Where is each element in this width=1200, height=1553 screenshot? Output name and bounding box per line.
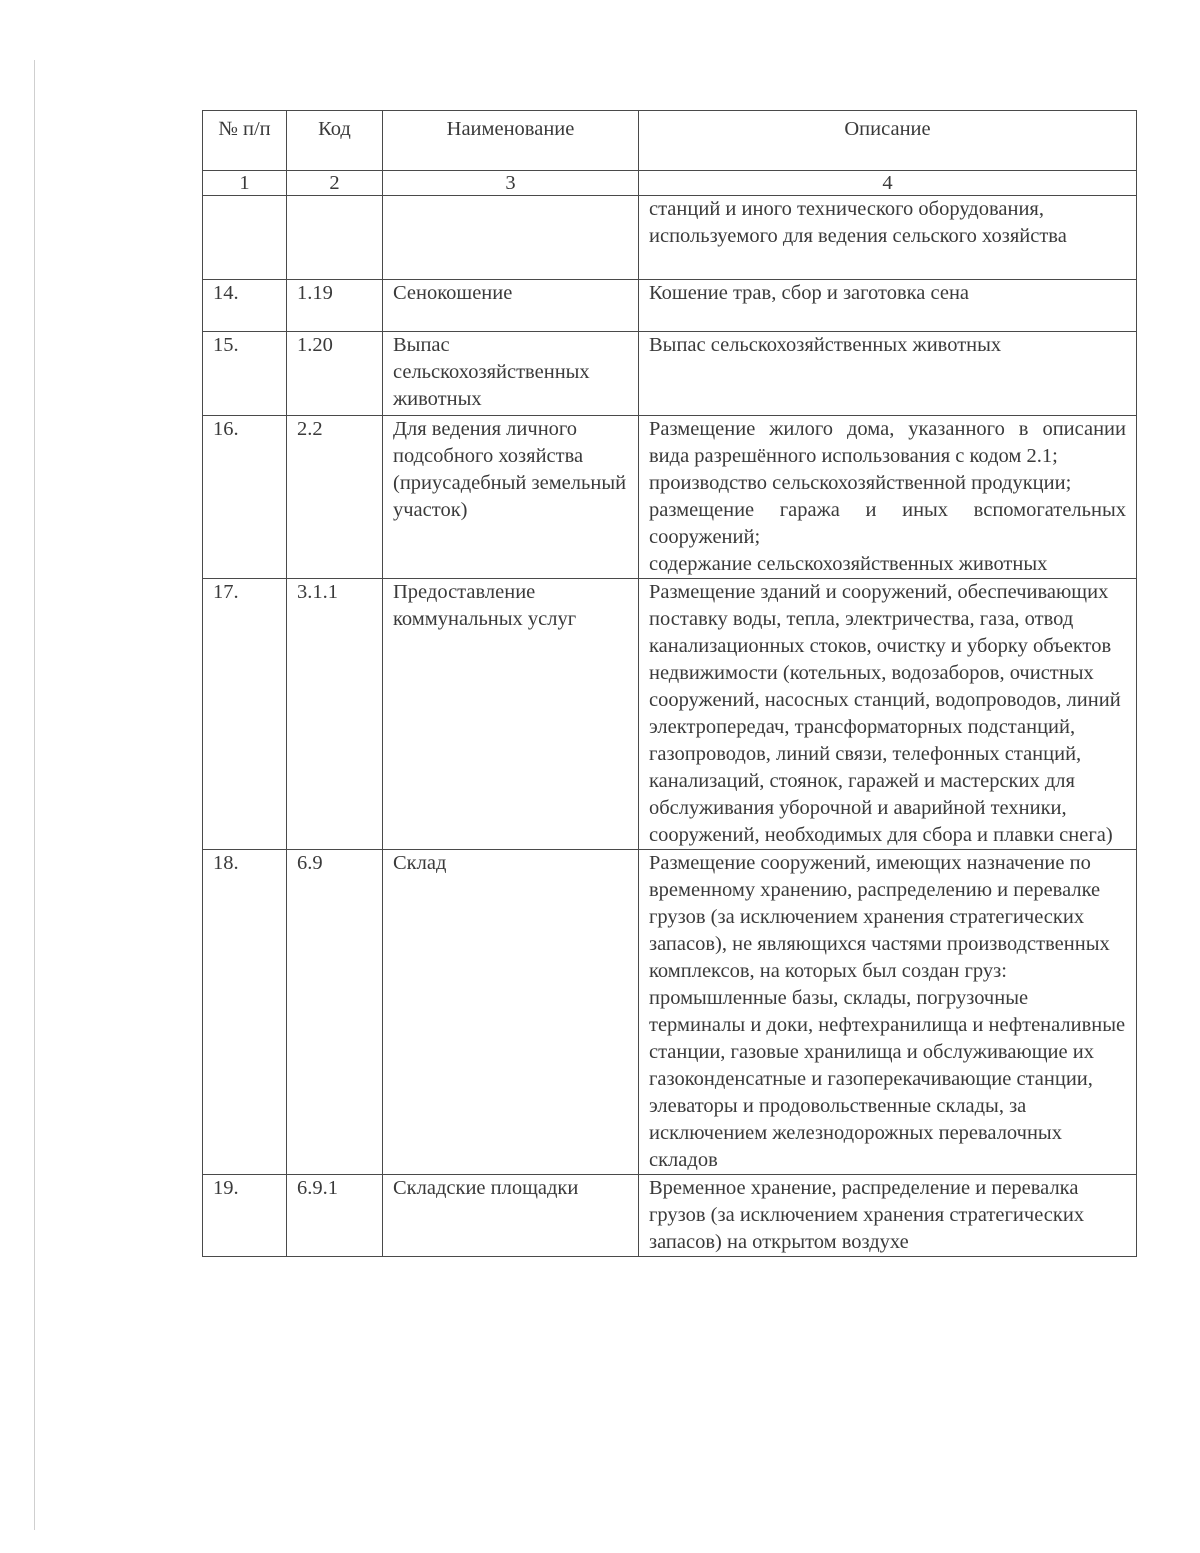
description-paragraph: Кошение трав, сбор и заготовка сена [649,282,970,304]
table-row [203,332,1137,416]
row-name: Склад [383,850,639,1175]
row-num: 18. [203,850,287,1175]
column-number-row [203,171,1137,196]
column-number: 1 [203,171,287,196]
description-paragraph: станций и иного технического оборудования, используемого для ведения сельского хозяйства [649,198,1067,247]
row-num: 15. [203,332,287,416]
table-row [203,196,1137,280]
row-code: 2.2 [287,416,383,579]
description-paragraph: размещение гаража и иных вспомогательных сооружений; [649,499,1126,548]
table-row [203,1175,1137,1257]
description-paragraph: Временное хранение, распределение и перевалка грузов (за исключением хранения стратегических запасов) на открытом воздухе [649,1177,1085,1253]
row-code: 6.9.1 [287,1175,383,1257]
header-code: Код [287,111,383,171]
row-num: 19. [203,1175,287,1257]
description-paragraph: Размещение сооружений, имеющих назначение по временному хранению, распределению и перевалке грузов (за исключением хранения стратегических запасов), не являющихся частями производственных комплексов, на которых был создан груз: промышленные базы, склады, погрузочные терминалы и доки, нефтехранилища и нефтеналивные станции, газовые хранилища и обслуживающие их газоконденсатные и газоперекачивающие станции, элеваторы и продовольственные склады, за исключением железнодорожных перевалочных складов [649,852,1126,1171]
table-row [203,280,1137,332]
row-num: 16. [203,416,287,579]
row-description [639,280,1137,332]
description-paragraph: содержание сельскохозяйственных животных [649,553,1048,575]
table-row [203,416,1137,579]
table-header-row [203,111,1137,171]
row-code: 1.19 [287,280,383,332]
description-paragraph: производство сельскохозяйственной продукции; [649,472,1072,494]
row-code: 1.20 [287,332,383,416]
row-code: 3.1.1 [287,579,383,850]
description-paragraph: Размещение зданий и сооружений, обеспечивающих поставку воды, тепла, электричества, газа, отвод канализационных стоков, очистку и уборку объектов недвижимости (котельных, водозаборов, очистных сооружений, насосных станций, водопроводов, линий электропередач, трансформаторных подстанций, газопроводов, линий связи, телефонных станций, канализаций, стоянок, гаражей и мастерских для обслуживания уборочной и аварийной техники, сооружений, необходимых для сбора и плавки снега) [649,581,1121,846]
row-description [639,850,1137,1175]
table-row [203,850,1137,1175]
row-num: 14. [203,280,287,332]
header-description: Описание [639,111,1137,171]
row-description [639,1175,1137,1257]
column-number: 4 [639,171,1137,196]
row-name: Предоставление коммунальных услуг [383,579,639,850]
row-num: 17. [203,579,287,850]
row-name: Сенокошение [383,280,639,332]
row-name: Складские площадки [383,1175,639,1257]
column-number: 3 [383,171,639,196]
row-num [203,196,287,280]
description-paragraph: Выпас сельскохозяйственных животных [649,334,1002,356]
row-name [383,196,639,280]
row-code: 6.9 [287,850,383,1175]
header-name: Наименование [383,111,639,171]
row-description [639,416,1137,579]
row-description [639,579,1137,850]
row-description [639,196,1137,280]
row-name: Выпас сельскохозяйственных животных [383,332,639,416]
table-row [203,579,1137,850]
row-name: Для ведения личного подсобного хозяйства (приусадебный земельный участок) [383,416,639,579]
row-description [639,332,1137,416]
column-number: 2 [287,171,383,196]
header-num: № п/п [203,111,287,171]
row-code [287,196,383,280]
scan-edge-line [34,60,35,1530]
land-use-table [202,110,1137,1257]
description-paragraph: Размещение жилого дома, указанного в описании вида разрешённого использования с кодом 2.1; [649,418,1126,467]
